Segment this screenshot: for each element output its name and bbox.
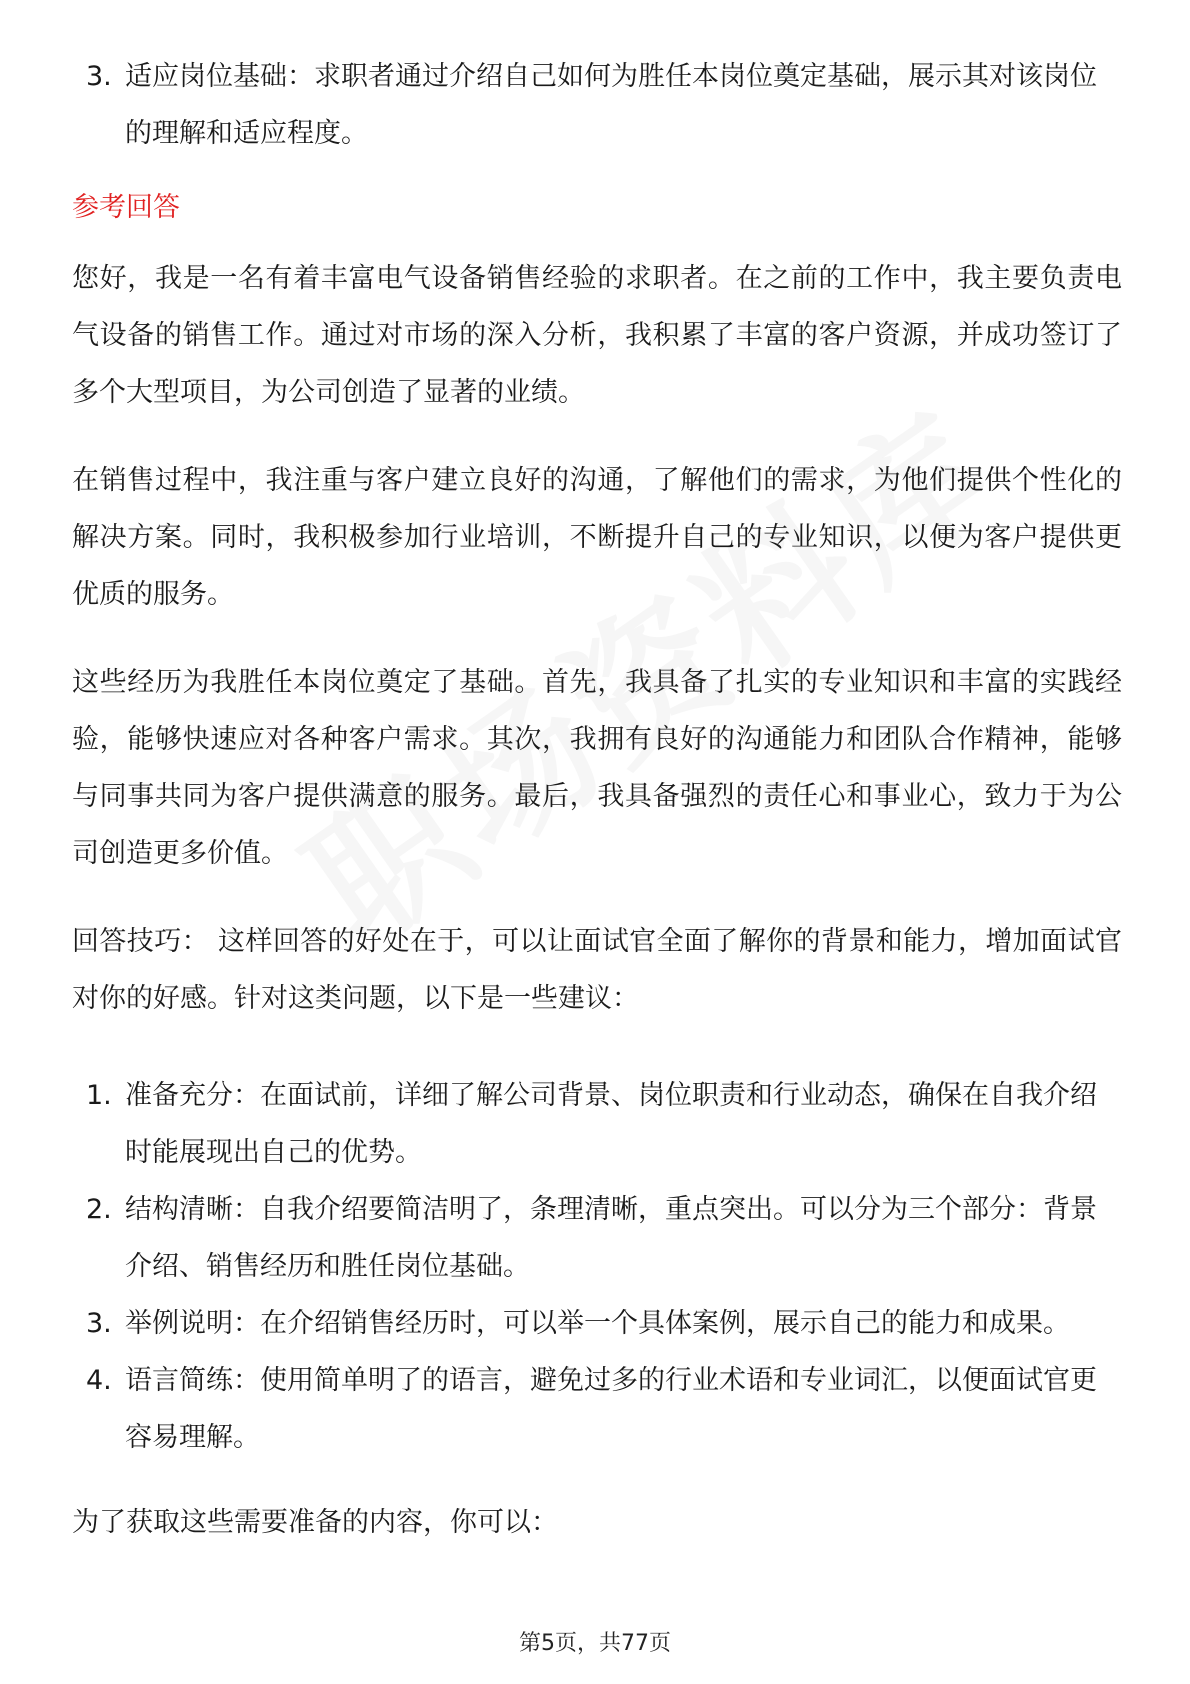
list-item-text: 准备充分：在面试前，详细了解公司背景、岗位职责和行业动态，确保在自我介绍时能展现出自己的优势。: [125, 1080, 1097, 1168]
list-item: [72, 1352, 1122, 1466]
reference-paragraph-2: 在销售过程中，我注重与客户建立良好的沟通，了解他们的需求，为他们提供个性化的解决方案。同时，我积极参加行业培训，不断提升自己的专业知识，以便为客户提供更优质的服务。: [72, 465, 1122, 610]
list-item-number: 3.: [86, 61, 112, 92]
list-item: [72, 1181, 1122, 1295]
list-item-text: 结构清晰：自我介绍要简洁明了，条理清晰，重点突出。可以分为三个部分：背景介绍、销售经历和胜任岗位基础。: [125, 1194, 1097, 1282]
list-item-number: 4.: [86, 1365, 112, 1396]
tips-intro: 回答技巧： 这样回答的好处在于，可以让面试官全面了解你的背景和能力，增加面试官对你的好感。针对这类问题，以下是一些建议：: [72, 926, 1122, 1014]
intro-list: [72, 48, 1122, 162]
list-item-number: 2.: [86, 1194, 112, 1225]
list-item-text: 举例说明：在介绍销售经历时，可以举一个具体案例，展示自己的能力和成果。: [125, 1308, 1070, 1339]
list-item: [72, 48, 1122, 162]
reference-answer-heading: 参考回答: [72, 192, 180, 223]
document-page: [72, 48, 1122, 1582]
tips-list: [72, 1067, 1122, 1466]
list-item: [72, 1295, 1122, 1352]
list-item: [72, 1067, 1122, 1181]
reference-paragraph-3: 这些经历为我胜任本岗位奠定了基础。首先，我具备了扎实的专业知识和丰富的实践经验，能够快速应对各种客户需求。其次，我拥有良好的沟通能力和团队合作精神，能够与同事共同为客户提供满意的服务。最后，我具备强烈的责任心和事业心，致力于为公司创造更多价值。: [72, 667, 1122, 869]
page-number: 第5页，共77页: [519, 1631, 671, 1656]
list-item-number: 1.: [86, 1080, 112, 1111]
list-item-text: 语言简练：使用简单明了的语言，避免过多的行业术语和专业词汇，以便面试官更容易理解。: [125, 1365, 1097, 1453]
list-item-number: 3.: [86, 1308, 112, 1339]
tips-closing: 为了获取这些需要准备的内容，你可以：: [72, 1507, 558, 1538]
list-item-text: 适应岗位基础：求职者通过介绍自己如何为胜任本岗位奠定基础，展示其对该岗位的理解和适应程度。: [125, 61, 1097, 149]
reference-paragraph-1: 您好，我是一名有着丰富电气设备销售经验的求职者。在之前的工作中，我主要负责电气设备的销售工作。通过对市场的深入分析，我积累了丰富的客户资源，并成功签订了多个大型项目，为公司创造了显著的业绩。: [72, 263, 1122, 408]
